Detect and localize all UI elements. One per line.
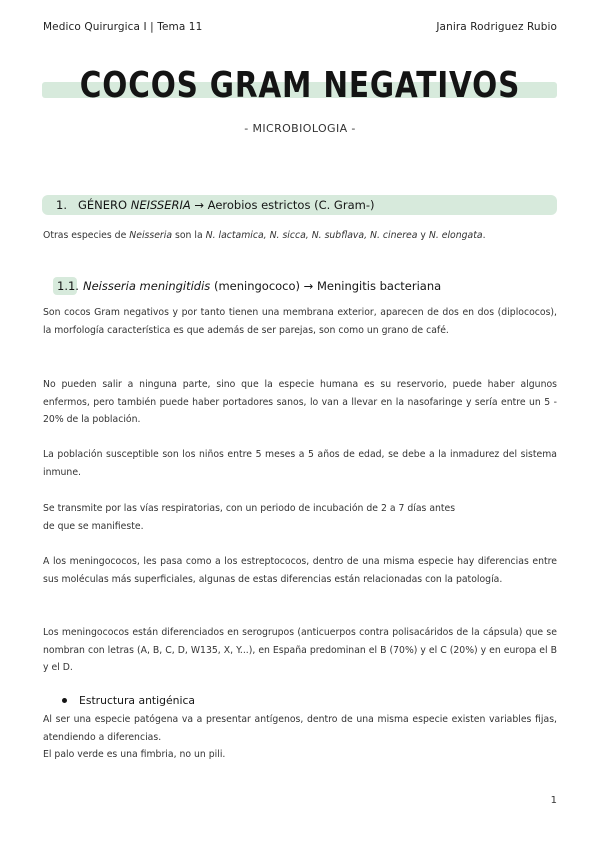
section-1-heading [56,198,374,212]
other-species-text [43,227,557,245]
other-species-end: . [482,230,486,241]
paragraph-transmission [43,500,557,535]
other-species-and: y [417,230,429,241]
section-1-prefix: GÉNERO [78,198,131,212]
header-author: Janira Rodriguez Rubio [436,21,557,33]
bullet-label: Estructura antigénica [79,694,196,707]
section-1-genus: NEISSERIA [130,198,191,212]
section-1-1-suffix: (meningococo) → Meningitis bacteriana [210,279,442,293]
section-1-suffix: → Aerobios estrictos (C. Gram-) [190,198,375,212]
bullet-antigenic-structure [62,694,195,707]
paragraph-surface-differences: A los meningococos, les pasa como a los estreptococos, dentro de una misma especie hay diferencias entre sus moléculas más superficiales, algunas de estas diferencias están relacionadas con la patología. [43,556,557,585]
paragraph-susceptible-population: La población susceptible son los niños entre 5 meses a 5 años de edad, se debe a la inmadurez del sistema inmune. [43,449,557,478]
section-1-number: 1. [56,198,67,212]
other-species-list: N. lactamica, N. sicca, N. subflava, N. cinerea [205,230,418,241]
section-1-1-heading [57,279,441,293]
transmission-line-2: de que se manifieste. [43,520,144,532]
other-species-genus: Neisseria [129,230,173,241]
page-subtitle: - MICROBIOLOGIA - [244,122,356,135]
antigens-line-2: El palo verde es una fimbria, no un pili. [43,749,226,760]
other-species-prefix: Otras especies de [43,230,130,241]
page-title: COCOS GRAM NEGATIVOS [79,65,521,106]
other-species-last: N. elongata [428,230,483,241]
antigens-line-1: Al ser una especie patógena va a presentar antígenos, dentro de una misma especie existen variables fijas, atendiendo a diferencias. [43,714,557,743]
paragraph-antigens [43,711,557,764]
bullet-dot-icon [62,698,67,703]
section-1-1-number: 1.1. [57,279,79,293]
section-1-1-species: Neisseria meningitidis [83,279,211,293]
header-course: Medico Quirurgica I | Tema 11 [43,21,203,33]
page-number: 1 [550,795,557,806]
other-species-middle: son la [172,230,206,241]
paragraph-morphology: Son cocos Gram negativos y por tanto tienen una membrana exterior, aparecen de dos en dos (diplococos), la morfología característica es que además de ser parejas, son como un grano de café. [43,307,557,336]
transmission-line-1: Se transmite por las vías respiratorias, con un periodo de incubación de 2 a 7 días antes [43,503,456,514]
paragraph-serogroups: Los meningococos están diferenciados en serogrupos (anticuerpos contra polisacáridos de la cápsula) que se nombran con letras (A, B, C, D, W135, X, Y...), en España predominan el B (70%) y el C (20%) y en europa el B y el D. [43,627,557,673]
paragraph-reservoir: No pueden salir a ninguna parte, sino que la especie humana es su reservorio, puede haber algunos enfermos, pero también puede haber portadores sanos, lo van a llevar en la nasofaringe y sería entre un 5 - 20% de la población. [43,379,557,425]
